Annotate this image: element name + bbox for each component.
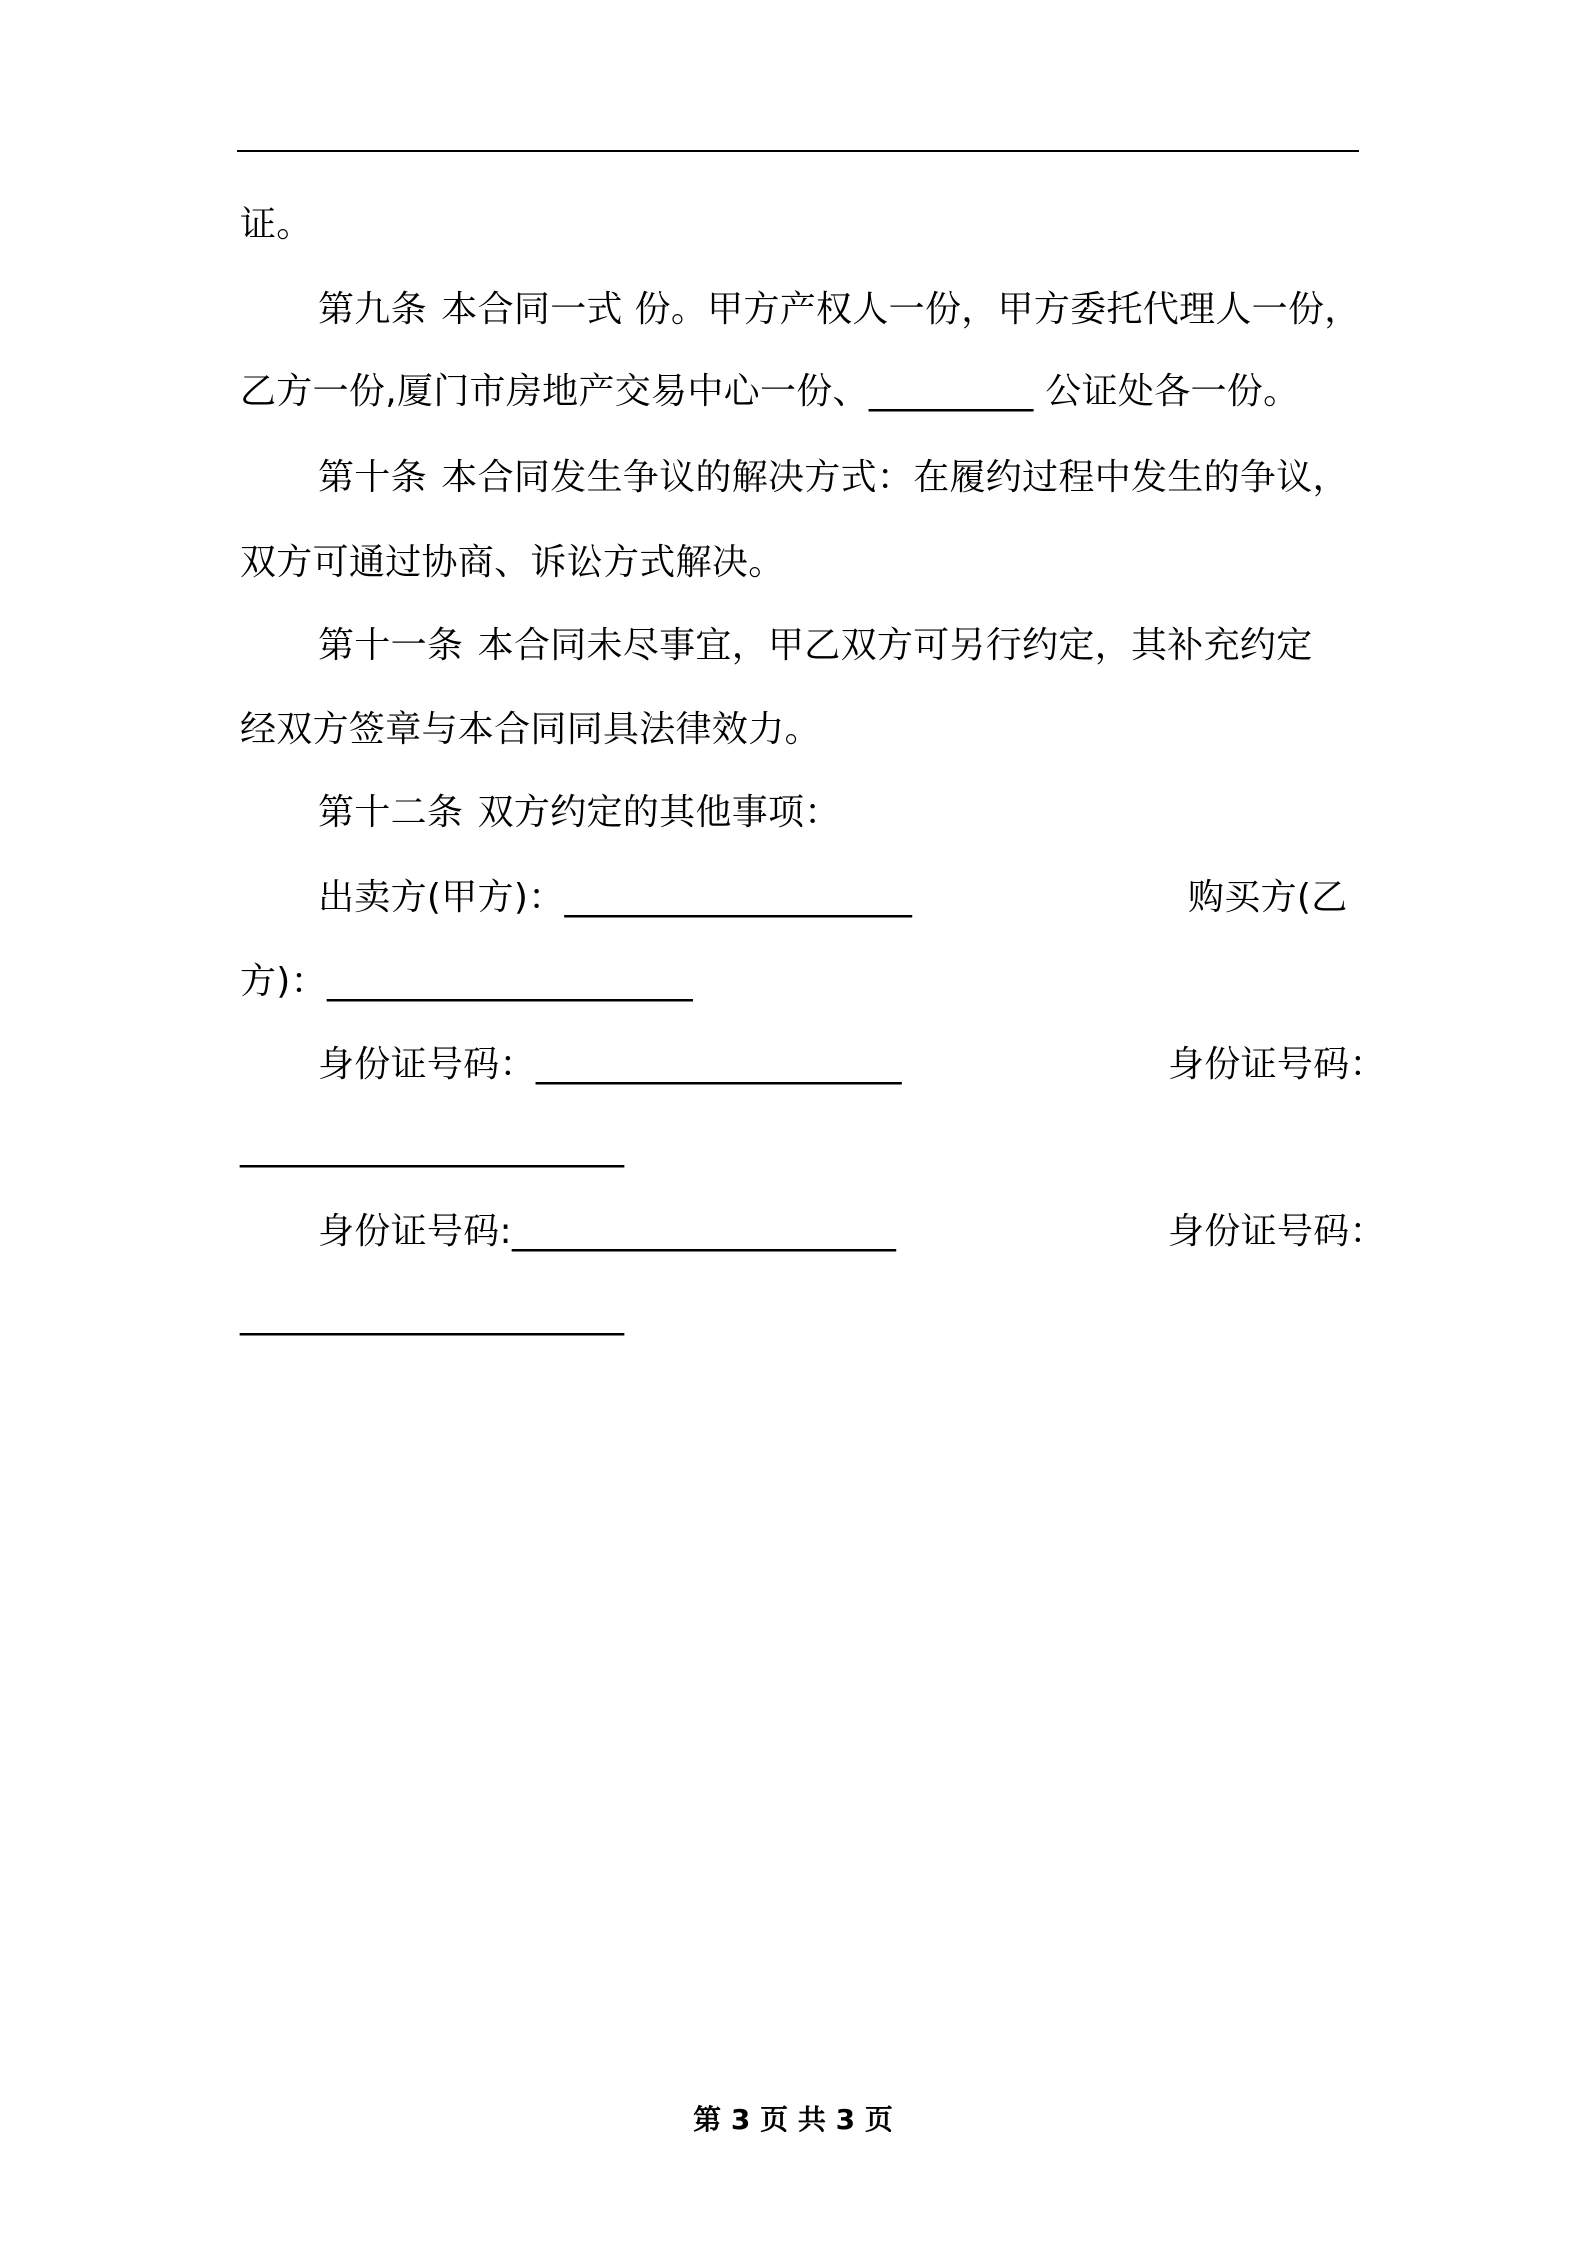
article-11-line-2 — [240, 710, 821, 750]
page-number: 第 3 页 共 3 页 — [693, 2103, 893, 2136]
article-11-line-1 — [318, 626, 1313, 666]
id-blank-2[interactable]: _____________________ — [240, 1127, 625, 1168]
buyer-label-line — [1188, 878, 1348, 918]
continued-text — [240, 205, 313, 245]
id-label-1: 身份证号码： — [318, 1044, 536, 1085]
id-line-1 — [318, 1045, 902, 1085]
article-9-line-2 — [240, 372, 1299, 412]
seller-label: 出卖方(甲方)： — [318, 877, 565, 918]
article-10-text-b: 双方可通过协商、诉讼方式解决。 — [240, 542, 785, 583]
id-line-3 — [318, 1212, 896, 1252]
id-line-4 — [1168, 1212, 1386, 1252]
buyer-line — [240, 962, 693, 1002]
id-blank-4[interactable]: _____________________ — [240, 1295, 625, 1336]
buyer-blank[interactable]: ____________________ — [326, 961, 693, 1002]
seller-blank[interactable]: ___________________ — [564, 877, 913, 918]
buyer-label-b: 方)： — [240, 961, 327, 1002]
article-10-text: 本合同发生争议的解决方式：在履约过程中发生的争议， — [441, 457, 1349, 498]
id-label-3: 身份证号码: — [318, 1211, 512, 1252]
article-9-label: 第九条 — [318, 289, 427, 330]
article-9-line-1 — [318, 290, 1361, 330]
id-label-4: 身份证号码： — [1168, 1211, 1386, 1252]
buyer-label-a: 购买方(乙 — [1188, 877, 1348, 918]
notary-blank: _________ — [868, 371, 1034, 412]
text-fragment: 证。 — [240, 204, 313, 245]
id-line-4-blank — [240, 1296, 624, 1336]
article-9-text-b: 乙方一份,厦门市房地产交易中心一份、 — [240, 371, 869, 412]
article-9-text-c: 公证处各一份。 — [1033, 371, 1300, 412]
article-10-line-2 — [240, 543, 785, 583]
article-12-label: 第十二条 — [318, 792, 464, 833]
header-rule — [237, 150, 1359, 152]
seller-line — [318, 878, 912, 918]
id-blank-3[interactable]: _____________________ — [511, 1211, 897, 1252]
id-line-2 — [1168, 1045, 1386, 1085]
id-label-2: 身份证号码： — [1168, 1044, 1386, 1085]
article-9-text: 本合同一式 份。甲方产权人一份，甲方委托代理人一份， — [441, 289, 1361, 330]
article-10-line-1 — [318, 458, 1349, 498]
article-11-text-b: 经双方签章与本合同同具法律效力。 — [240, 709, 821, 750]
article-12-text: 双方约定的其他事项： — [477, 792, 841, 833]
id-blank-1[interactable]: ____________________ — [535, 1044, 902, 1085]
article-10-label: 第十条 — [318, 457, 427, 498]
article-11-label: 第十一条 — [318, 625, 464, 666]
id-line-2-blank — [240, 1128, 624, 1168]
page-footer — [0, 2098, 1586, 2138]
article-11-text: 本合同未尽事宜，甲乙双方可另行约定，其补充约定 — [477, 625, 1313, 666]
article-12-line — [318, 793, 841, 833]
